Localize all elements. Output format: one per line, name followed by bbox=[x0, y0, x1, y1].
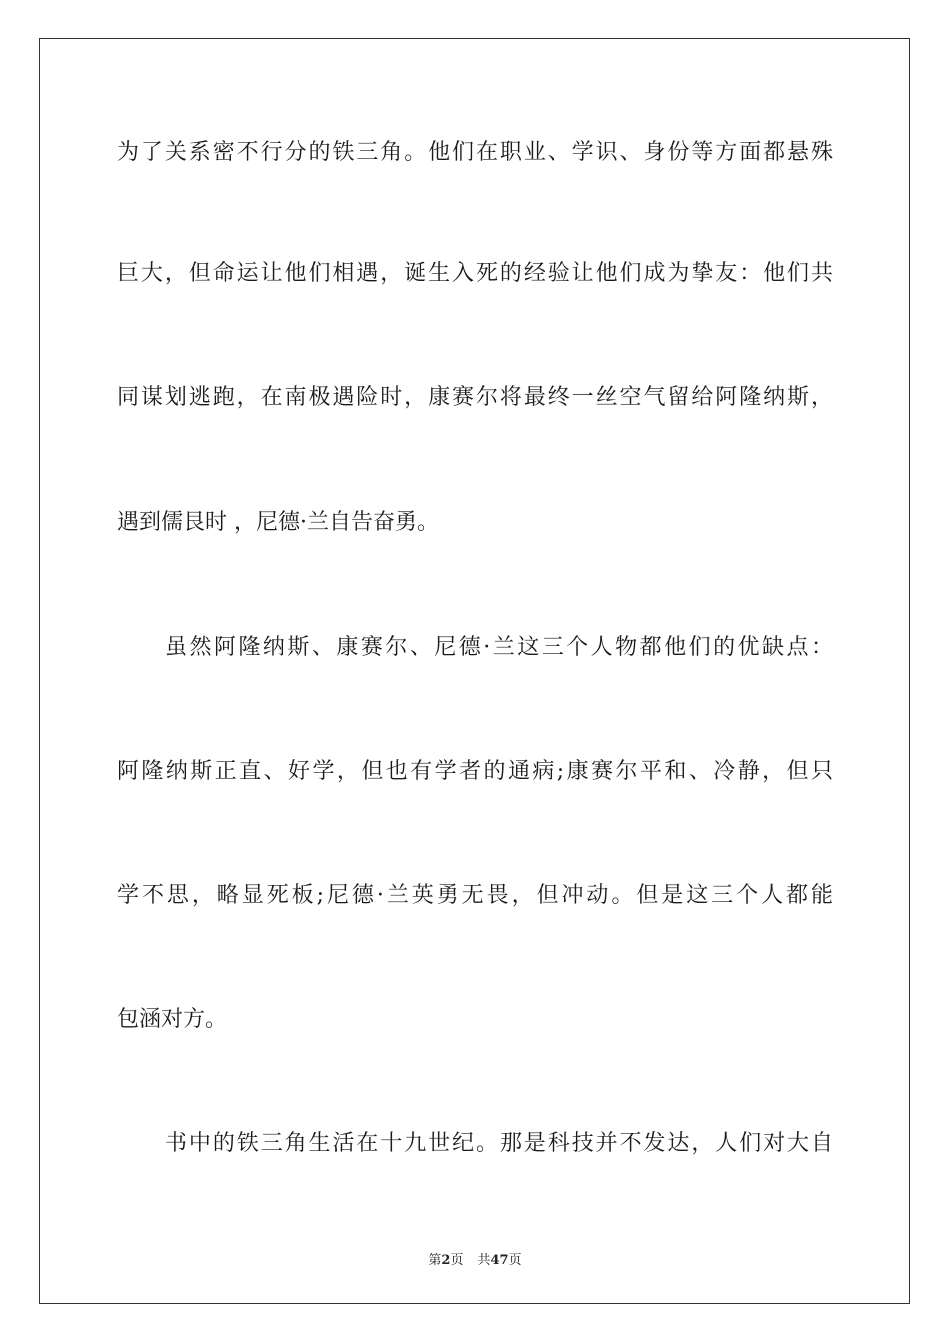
body-text-line: 巨大，但命运让他们相遇，诞生入死的经验让他们成为挚友：他们共 bbox=[117, 261, 833, 286]
paragraph-first-line: 虽然阿隆纳斯、康赛尔、尼德·兰这三个人物都他们的优缺点： bbox=[165, 635, 833, 660]
paragraph-first-line: 书中的铁三角生活在十九世纪。那是科技并不发达，人们对大自 bbox=[165, 1131, 833, 1156]
body-text-line: 遇到儒艮时 ，尼德·兰自告奋勇。 bbox=[117, 510, 439, 535]
body-text-line: 阿隆纳斯正直、好学，但也有学者的通病;康赛尔平和、冷静，但只 bbox=[117, 759, 833, 784]
body-text-line: 同谋划逃跑，在南极遇险时，康赛尔将最终一丝空气留给阿隆纳斯， bbox=[117, 385, 833, 410]
body-text-line: 为了关系密不行分的铁三角。他们在职业、学识、身份等方面都悬殊 bbox=[117, 140, 833, 165]
page-prefix: 第 bbox=[428, 1253, 442, 1268]
body-text-line: 学不思，略显死板;尼德·兰英勇无畏，但冲动。但是这三个人都能 bbox=[117, 883, 833, 908]
page-footer bbox=[0, 1249, 950, 1268]
body-text-line: 包涵对方。 bbox=[117, 1007, 228, 1032]
page-border bbox=[39, 38, 910, 1304]
page-number: 2 bbox=[441, 1253, 451, 1268]
total-prefix: 共 bbox=[477, 1253, 491, 1268]
total-suffix: 页 bbox=[508, 1253, 522, 1268]
page-suffix: 页 bbox=[450, 1253, 464, 1268]
total-pages: 47 bbox=[490, 1253, 509, 1268]
